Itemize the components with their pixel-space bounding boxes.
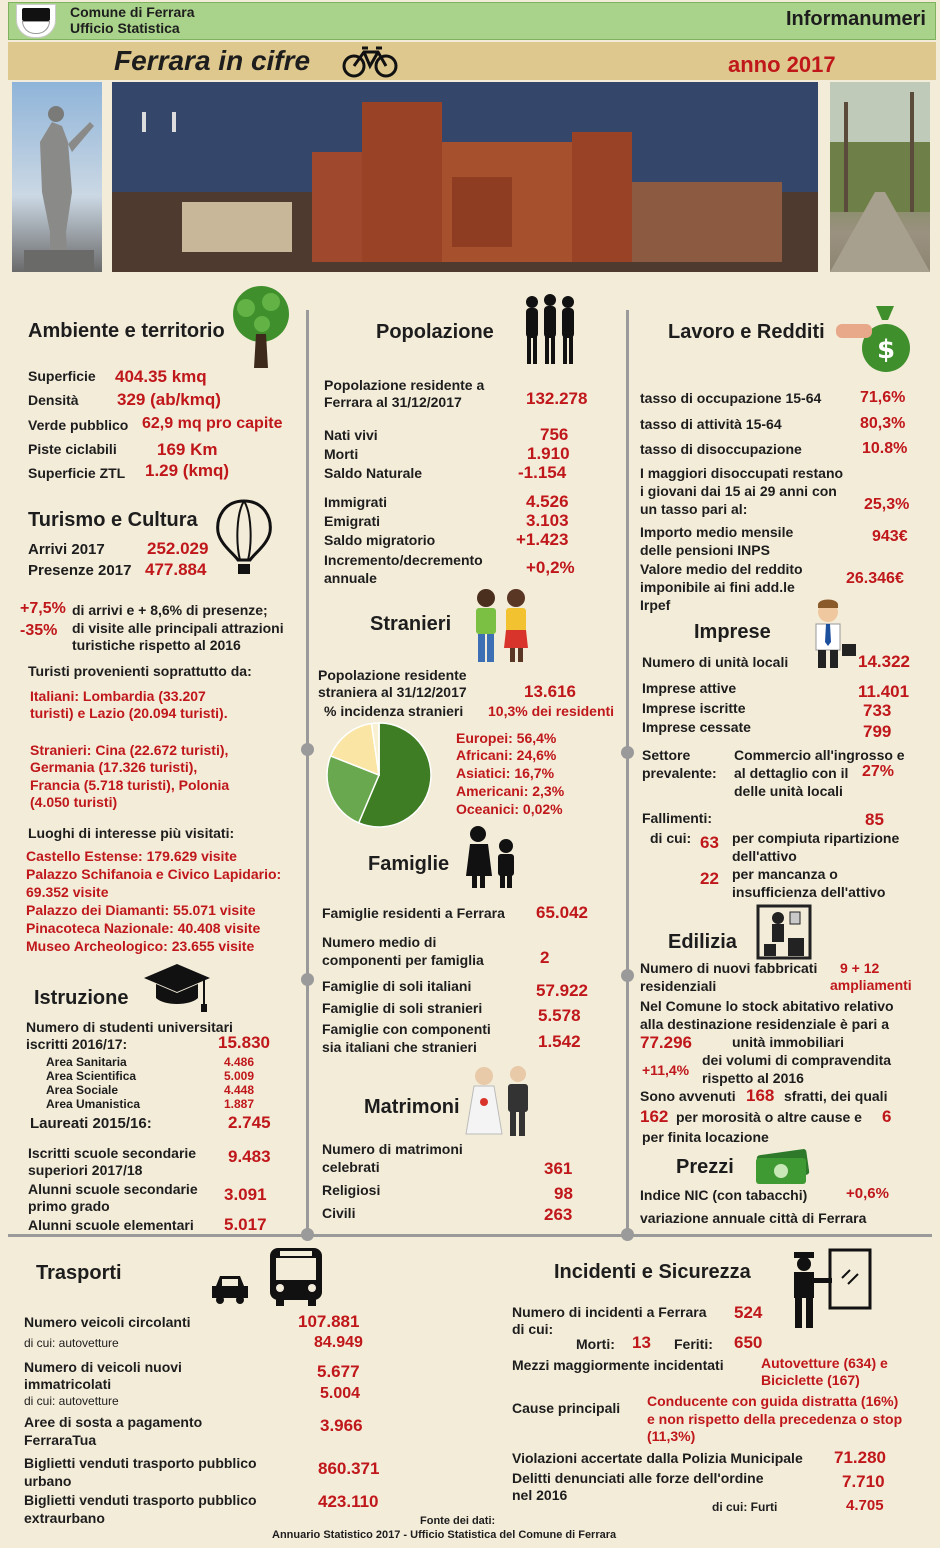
statue-photo <box>12 82 102 272</box>
fam-misti-line-2: sia italiani che stranieri <box>322 1039 477 1055</box>
mezzi-line-1: Autovetture (634) e <box>761 1355 888 1371</box>
money-bag-hand-icon <box>836 302 910 376</box>
people-group-icon <box>520 294 580 366</box>
section-title-turismo: Turismo e Cultura <box>28 509 198 531</box>
fam-medio-value: 2 <box>540 948 550 967</box>
nuovi-autovetture-label: di cui: autovetture <box>24 1394 119 1408</box>
footer-line-2: Annuario Statistico 2017 - Ufficio Statistica del Comune di Ferrara <box>272 1529 617 1541</box>
immigrati-label: Immigrati <box>324 494 388 510</box>
fam-res-label: Famiglie residenti a Ferrara <box>322 905 505 921</box>
businessman-icon <box>800 598 860 670</box>
urbano-value: 860.371 <box>318 1459 380 1478</box>
castle-illustration <box>112 82 818 272</box>
stock-line-1: Nel Comune lo stock abitativo relativo <box>640 998 894 1014</box>
morosita-value: 162 <box>640 1107 669 1126</box>
luogo-5: Museo Archeologico: 23.655 visite <box>26 938 255 954</box>
settore-text-3: delle unità locali <box>734 783 843 799</box>
section-title-edilizia: Edilizia <box>668 931 737 953</box>
sup-line-1: Iscritti scuole secondarie <box>28 1145 197 1161</box>
nuovi-line-2: immatricolati <box>24 1376 112 1392</box>
turismo-text-2: di visite alle principali attrazioni <box>72 620 284 636</box>
org-line-2: Ufficio Statistica <box>70 20 180 36</box>
divider-dot <box>301 973 314 986</box>
fallimenti-dicui: di cui: <box>650 830 692 846</box>
attivita-value: 80,3% <box>860 415 906 432</box>
banner-title: Ferrara in cifre <box>114 45 311 76</box>
pensioni-value: 943€ <box>872 528 908 545</box>
matr-num-value: 361 <box>544 1159 573 1178</box>
bus-icon <box>264 1244 328 1308</box>
fabbricati-line-2: residenziali <box>640 978 717 994</box>
fam-ital-value: 57.922 <box>536 981 588 1000</box>
provenienza-label: Turisti provenienti soprattutto da: <box>28 663 252 679</box>
luogo-1: Palazzo Schifanoia e Civico Lapidario: <box>26 866 282 882</box>
reddito-line-1: Valore medio del reddito <box>640 561 803 577</box>
delitti-value: 7.710 <box>842 1472 885 1491</box>
arrivi-label: Arrivi 2017 <box>28 541 105 558</box>
str-res-value: 13.616 <box>524 682 576 701</box>
fallimenti-a-value: 63 <box>700 833 719 852</box>
univ-line-2: iscritti 2016/17: <box>26 1036 128 1052</box>
area-value-0: 4.486 <box>224 1055 255 1069</box>
legend-oceanici: Oceanici: 0,02% <box>456 801 563 817</box>
nati-value: 756 <box>540 425 569 444</box>
fam-misti-value: 1.542 <box>538 1032 581 1051</box>
incidenti-value: 524 <box>734 1303 763 1322</box>
fallimenti-a-line-2: dell'attivo <box>732 848 797 864</box>
header-title: Informanumeri <box>785 8 926 30</box>
compravendita-value: +11,4% <box>642 1062 690 1078</box>
luogo-4: Pinacoteca Nazionale: 40.408 visite <box>26 920 261 936</box>
unita-label: Numero di unità locali <box>642 654 789 670</box>
legend-africani: Africani: 24,6% <box>456 747 557 763</box>
extraurbano-line-2: extraurbano <box>24 1510 105 1526</box>
pop-res-value: 132.278 <box>526 389 588 408</box>
ambiente-value-3: 169 Km <box>157 440 218 459</box>
giovani-line-1: I maggiori disoccupati restano <box>640 465 844 481</box>
stock-line-2: alla destinazione residenziale è pari a <box>640 1016 889 1032</box>
fallimenti-b-line-1: per mancanza o <box>732 866 838 882</box>
religiosi-label: Religiosi <box>322 1182 381 1198</box>
statue-silhouette <box>12 82 102 272</box>
emigrati-label: Emigrati <box>324 513 381 529</box>
occupazione-label: tasso di occupazione 15-64 <box>640 390 822 406</box>
matr-num-line-2: celebrati <box>322 1159 380 1175</box>
urbano-line-1: Biglietti venduti trasporto pubblico <box>24 1455 257 1471</box>
occupazione-value: 71,6% <box>860 389 906 406</box>
settore-line-1: Settore <box>642 747 691 763</box>
sosta-value: 3.966 <box>320 1416 363 1435</box>
settore-pct: 27% <box>862 763 895 780</box>
fam-misti-line-1: Famiglie con componenti <box>322 1021 491 1037</box>
emigrati-value: 3.103 <box>526 511 569 530</box>
attive-value: 11.401 <box>858 682 910 701</box>
delitti-line-1: Delitti denunciati alle forze dell'ordine <box>512 1470 764 1486</box>
nuovi-value: 5.677 <box>317 1362 360 1381</box>
nic-line-2: variazione annuale città di Ferrara <box>640 1210 867 1226</box>
matr-num-line-1: Numero di matrimoni <box>322 1141 463 1157</box>
luogo-3: Palazzo dei Diamanti: 55.071 visite <box>26 902 256 918</box>
svg-text:$: $ <box>876 335 896 365</box>
disoccupazione-label: tasso di disoccupazione <box>640 441 802 457</box>
reddito-line-2: imponibile ai fini add.le <box>640 579 795 595</box>
pensioni-line-1: Importo medio mensile <box>640 524 794 540</box>
saldo-migratorio-value: +1.423 <box>516 530 569 549</box>
prim-line-2: primo grado <box>28 1198 110 1214</box>
nuovi-autovetture-value: 5.004 <box>320 1385 361 1402</box>
incidenti-line-1: Numero di incidenti a Ferrara <box>512 1304 707 1320</box>
cause-line-1: Conducente con guida distratta (16%) <box>647 1393 899 1409</box>
section-title-popolazione: Popolazione <box>376 321 494 343</box>
reddito-line-3: Irpef <box>640 597 671 613</box>
autovetture-label: di cui: autovetture <box>24 1336 119 1350</box>
presenze-label: Presenze 2017 <box>28 562 132 579</box>
fallimenti-value: 85 <box>865 810 884 829</box>
section-title-imprese: Imprese <box>694 621 771 643</box>
incremento-line-1: Incremento/decremento <box>324 552 483 568</box>
reddito-value: 26.346€ <box>846 570 904 587</box>
divider-dot <box>621 746 634 759</box>
area-label-3: Area Umanistica <box>46 1097 141 1111</box>
univ-value: 15.830 <box>218 1033 270 1052</box>
ambiente-value-1: 329 (ab/kmq) <box>117 390 221 409</box>
stranieri-tur-line-4: (4.050 turisti) <box>30 794 118 810</box>
fam-stran-label: Famiglie di soli stranieri <box>322 1000 483 1016</box>
unita-value: 14.322 <box>858 652 910 671</box>
area-label-2: Area Sociale <box>46 1083 119 1097</box>
italiani-line-1: Italiani: Lombardia (33.207 <box>30 688 206 704</box>
veicoli-label: Numero veicoli circolanti <box>24 1314 191 1330</box>
crest-black-field <box>22 8 50 21</box>
foreign-couple-icon <box>470 586 532 666</box>
ambiente-value-2: 62,9 mq pro capite <box>142 415 283 432</box>
divider-right <box>626 310 629 1236</box>
inc-morti-value: 13 <box>632 1333 651 1352</box>
settore-line-2: prevalente: <box>642 765 717 781</box>
stock-value: 77.296 <box>640 1033 692 1052</box>
autovetture-value: 84.949 <box>314 1334 363 1351</box>
sosta-line-2: FerraraTua <box>24 1432 97 1448</box>
fabbricati-line-1: Numero di nuovi fabbricati <box>640 960 818 976</box>
fallimenti-label: Fallimenti: <box>642 810 713 826</box>
cause-line-3: (11,3%) <box>647 1428 696 1444</box>
org-line-1: Comune di Ferrara <box>70 4 195 20</box>
prim-value: 3.091 <box>224 1185 267 1204</box>
furti-label: di cui: Furti <box>712 1500 778 1514</box>
locazione-line-1: per finita locazione <box>642 1129 769 1145</box>
sfratti-line-2: sfratti, dei quali <box>784 1088 888 1104</box>
immigrati-value: 4.526 <box>526 492 569 511</box>
legend-europei: Europei: 56,4% <box>456 730 557 746</box>
morti-label: Morti <box>324 446 359 462</box>
italiani-line-2: turisti) e Lazio (20.094 turisti). <box>30 705 228 721</box>
hot-air-balloon-icon <box>214 498 274 578</box>
legend-asiatici: Asiatici: 16,7% <box>456 765 555 781</box>
mezzi-label: Mezzi maggiormente incidentati <box>512 1357 724 1373</box>
attive-label: Imprese attive <box>642 680 737 696</box>
inc-morti-label: Morti: <box>576 1336 615 1352</box>
fabbricati-value: 9 + 12 <box>840 960 880 976</box>
str-res-line-2: straniera al 31/12/2017 <box>318 684 467 700</box>
area-value-1: 5.009 <box>224 1069 255 1083</box>
tree-icon <box>226 284 296 368</box>
fam-medio-line-1: Numero medio di <box>322 934 437 950</box>
fallimenti-b-line-2: insufficienza dell'attivo <box>732 884 886 900</box>
castle-photo <box>112 82 818 272</box>
religiosi-value: 98 <box>554 1184 573 1203</box>
fam-medio-line-2: componenti per famiglia <box>322 952 484 968</box>
turismo-pct-1: +7,5% <box>20 600 66 617</box>
extraurbano-line-1: Biglietti venduti trasporto pubblico <box>24 1492 257 1508</box>
area-value-3: 1.887 <box>224 1097 255 1111</box>
turismo-pct-2: -35% <box>20 622 58 639</box>
stock-line-3: unità immobiliari <box>732 1034 845 1050</box>
section-title-matrimoni: Matrimoni <box>364 1096 460 1118</box>
pensioni-line-2: delle pensioni INPS <box>640 542 770 558</box>
divider-dot <box>621 969 634 982</box>
sup-value: 9.483 <box>228 1147 271 1166</box>
section-title-istruzione: Istruzione <box>34 987 129 1009</box>
arrivi-value: 252.029 <box>147 539 209 558</box>
car-icon <box>210 1272 250 1306</box>
luogo-0: Castello Estense: 179.629 visite <box>26 848 237 864</box>
turismo-text-1: di arrivi e + 8,6% di presenze; <box>72 602 268 618</box>
feriti-value: 650 <box>734 1333 763 1352</box>
attivita-label: tasso di attività 15-64 <box>640 416 782 432</box>
sfratti-value: 168 <box>746 1086 775 1105</box>
univ-line-1: Numero di studenti universitari <box>26 1019 233 1035</box>
avenue-illustration <box>830 82 930 272</box>
ambiente-label-3: Piste ciclabili <box>28 441 117 457</box>
wedding-couple-icon <box>464 1062 540 1138</box>
fabbricati-value-2: ampliamenti <box>830 977 912 993</box>
giovani-value: 25,3% <box>864 496 910 513</box>
saldo-migratorio-label: Saldo migratorio <box>324 532 436 548</box>
prim-line-1: Alunni scuole secondarie <box>28 1181 198 1197</box>
cessate-label: Imprese cessate <box>642 719 751 735</box>
giovani-line-3: un tasso pari al: <box>640 501 748 517</box>
banknotes-icon <box>754 1146 812 1186</box>
str-inc-value: 10,3% dei residenti <box>488 703 615 719</box>
footer-line-1: Fonte dei dati: <box>420 1515 496 1527</box>
nati-label: Nati vivi <box>324 427 378 443</box>
incidenti-line-2: di cui: <box>512 1321 554 1337</box>
presenze-value: 477.884 <box>145 560 207 579</box>
ambiente-value-0: 404.35 kmq <box>115 367 207 386</box>
str-res-line-1: Popolazione residente <box>318 667 467 683</box>
nuovi-line-1: Numero di veicoli nuovi <box>24 1359 182 1375</box>
mezzi-line-2: Biciclette (167) <box>761 1372 860 1388</box>
ambiente-value-4: 1.29 (kmq) <box>145 461 230 480</box>
pop-res-line-2: Ferrara al 31/12/2017 <box>324 394 462 410</box>
luoghi-label: Luoghi di interesse più visitati: <box>28 825 235 841</box>
header-org <box>70 4 194 36</box>
sup-line-2: superiori 2017/18 <box>28 1162 143 1178</box>
veicoli-value: 107.881 <box>298 1312 360 1331</box>
section-title-ambiente: Ambiente e territorio <box>28 320 225 342</box>
area-label-1: Area Scientifica <box>46 1069 137 1083</box>
legend-americani: Americani: 2,3% <box>456 783 565 799</box>
fam-stran-value: 5.578 <box>538 1006 581 1025</box>
divider-left <box>306 310 309 1236</box>
section-title-famiglie: Famiglie <box>368 853 450 875</box>
elem-label: Alunni scuole elementari <box>28 1217 194 1233</box>
laureati-label: Laureati 2015/16: <box>30 1115 152 1132</box>
feriti-label: Feriti: <box>674 1336 713 1352</box>
area-value-2: 4.448 <box>224 1083 255 1097</box>
locazione-value: 6 <box>882 1107 892 1126</box>
iscritte-label: Imprese iscritte <box>642 700 746 716</box>
ambiente-label-4: Superficie ZTL <box>28 465 126 481</box>
compravendita-line-1: dei volumi di compravendita <box>702 1052 892 1068</box>
urbano-line-2: urbano <box>24 1473 72 1489</box>
iscritte-value: 733 <box>863 701 892 720</box>
police-officer-icon <box>780 1248 872 1332</box>
stranieri-tur-line-1: Stranieri: Cina (22.672 turisti), <box>30 742 229 758</box>
nic-value: +0,6% <box>846 1185 889 1202</box>
ambiente-label-0: Superficie <box>28 368 96 384</box>
civili-value: 263 <box>544 1205 573 1224</box>
cause-line-2: e non rispetto della precedenza o stop <box>647 1411 903 1427</box>
morti-value: 1.910 <box>527 444 570 463</box>
banner-year: anno 2017 <box>728 52 836 77</box>
fallimenti-b-value: 22 <box>700 869 719 888</box>
fallimenti-a-line-1: per compiuta ripartizione <box>732 830 900 846</box>
compravendita-line-2: rispetto al 2016 <box>702 1070 804 1086</box>
laureati-value: 2.745 <box>228 1113 271 1132</box>
saldo-label: Saldo Naturale <box>324 465 423 481</box>
elem-value: 5.017 <box>224 1215 267 1234</box>
ambiente-label-2: Verde pubblico <box>28 417 129 433</box>
graduation-cap-icon <box>142 962 212 1014</box>
violazioni-label: Violazioni accertate dalla Polizia Municipale <box>512 1450 803 1466</box>
construction-worker-icon <box>756 904 812 960</box>
area-label-0: Area Sanitaria <box>46 1055 127 1069</box>
bicycle-icon <box>342 44 398 78</box>
section-title-incidenti: Incidenti e Sicurezza <box>554 1261 751 1283</box>
stranieri-tur-line-3: Francia (5.718 turisti), Polonia <box>30 777 230 793</box>
extraurbano-value: 423.110 <box>318 1492 379 1511</box>
divider-horizontal <box>8 1234 932 1237</box>
stranieri-tur-line-2: Germania (17.326 turisti), <box>30 759 198 775</box>
divider-dot <box>301 743 314 756</box>
civili-label: Civili <box>322 1205 356 1221</box>
fam-res-value: 65.042 <box>536 903 588 922</box>
settore-text-1: Commercio all'ingrosso e <box>734 747 905 763</box>
furti-value: 4.705 <box>846 1497 884 1514</box>
str-inc-label: % incidenza stranieri <box>324 703 464 719</box>
delitti-line-2: nel 2016 <box>512 1487 568 1503</box>
giovani-line-2: i giovani dai 15 ai 29 anni con <box>640 483 837 499</box>
saldo-value: -1.154 <box>518 463 567 482</box>
tree-avenue-photo <box>830 82 930 272</box>
ambiente-label-1: Densità <box>28 392 79 408</box>
sfratti-line-1: Sono avvenuti <box>640 1088 736 1104</box>
cause-label: Cause principali <box>512 1400 621 1416</box>
incremento-value: +0,2% <box>526 558 575 577</box>
nationality-pie-chart <box>324 720 434 830</box>
family-icon <box>464 824 526 890</box>
incremento-line-2: annuale <box>324 570 377 586</box>
violazioni-value: 71.280 <box>834 1448 886 1467</box>
nic-label: Indice NIC (con tabacchi) <box>640 1187 808 1203</box>
section-title-trasporti: Trasporti <box>36 1262 122 1284</box>
pop-res-line-1: Popolazione residente a <box>324 377 485 393</box>
section-title-lavoro: Lavoro e Redditi <box>668 321 825 343</box>
cessate-value: 799 <box>863 722 892 741</box>
disoccupazione-value: 10.8% <box>862 440 908 457</box>
section-title-prezzi: Prezzi <box>676 1156 734 1178</box>
morosita-line-1: per morosità o altre cause e <box>676 1109 862 1125</box>
settore-text-2: al dettaglio con il <box>734 765 849 781</box>
fam-ital-label: Famiglie di soli italiani <box>322 978 472 994</box>
turismo-text-3: turistiche rispetto al 2016 <box>72 637 241 653</box>
section-title-stranieri: Stranieri <box>370 613 452 635</box>
sosta-line-1: Aree di sosta a pagamento <box>24 1414 203 1430</box>
luogo-2: 69.352 visite <box>26 884 109 900</box>
